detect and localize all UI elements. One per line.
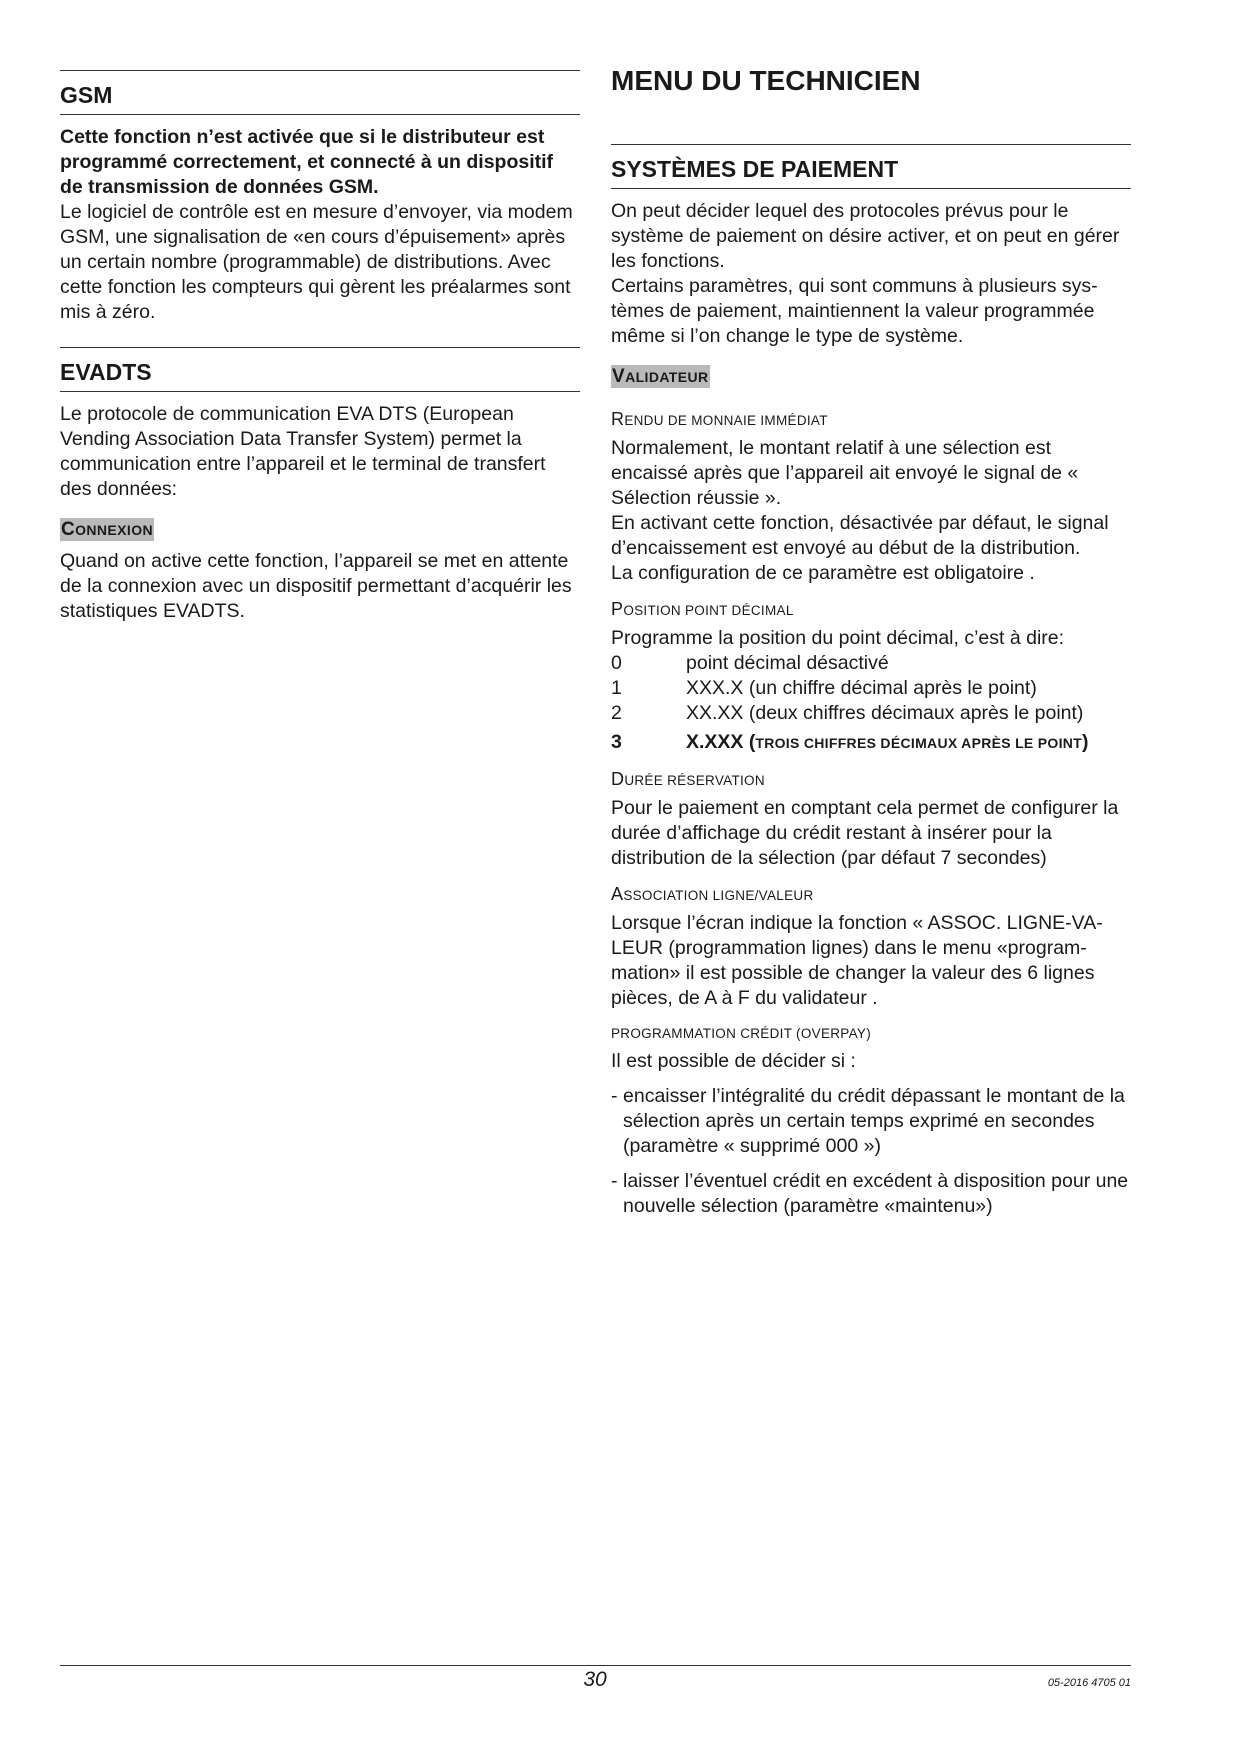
position-item-3 bbox=[611, 730, 1131, 756]
evadts-body: Le protocole de communication EVA DTS (European Vending Association Data Transfer System) permet la communication entre l’appareil et le terminal de transfert des données: bbox=[60, 403, 546, 500]
connexion-body: Quand on active cette fonction, l’appareil se met en attente de la connexion avec un dispositif permettant d’acquérir les statistiques EVADTS. bbox=[60, 550, 572, 622]
position-item bbox=[611, 701, 1131, 726]
position-item-num: 1 bbox=[611, 677, 622, 699]
footer-rule bbox=[60, 1665, 1131, 1666]
validateur-label-rest: ALIDATEUR bbox=[625, 369, 709, 385]
evadts-section bbox=[60, 347, 580, 624]
position-item-text: XX.XX (deux chiffres décimaux après le point) bbox=[686, 702, 1084, 724]
connexion-label-cap: C bbox=[61, 519, 76, 540]
position-item-num: 2 bbox=[611, 702, 622, 724]
dash-mark: - bbox=[611, 1170, 618, 1192]
overpay-intro: Il est possible de décider si : bbox=[611, 1050, 856, 1072]
position-item-3-text bbox=[686, 730, 1089, 756]
validateur-label bbox=[611, 365, 710, 388]
position-label bbox=[611, 600, 1131, 620]
position-item-3-sc: TROIS CHIFFRES DÉCIMAUX APRÈS LE POINT bbox=[755, 735, 1083, 751]
position-item bbox=[611, 651, 1131, 676]
position-item-text: point décimal désactivé bbox=[686, 652, 889, 674]
evadts-heading: EVADTS bbox=[60, 347, 580, 392]
connexion-label bbox=[60, 518, 154, 541]
systemes-p2: Certains paramètres, qui sont communs à plusieurs systèmes de paiement, maintiennent la valeur programmée même si l’on change le type de système. bbox=[611, 275, 1098, 347]
systemes-heading: SYSTÈMES DE PAIEMENT bbox=[611, 144, 1131, 189]
overpay-bullet-text: encaisser l’intégralité du crédit dépassant le montant de la sélection après un certain temps exprimé en secondes (paramètre « supprimé 000 ») bbox=[623, 1085, 1125, 1157]
position-item-3-num: 3 bbox=[611, 731, 622, 753]
association-label-cap: A bbox=[611, 884, 624, 904]
rendu-p2: En activant cette fonction, désactivée par défaut, le signal d’encaissement est envoyé au début de la distribution. bbox=[611, 512, 1109, 559]
systemes-section bbox=[611, 144, 1131, 349]
connexion-label-rest: ONNEXION bbox=[75, 522, 154, 538]
overpay-bullet bbox=[611, 1169, 1131, 1219]
rendu-p1: Normalement, le montant relatif à une sélection est encaissé après que l’appareil ait envoyé le signal de « Sélection réussie ». bbox=[611, 437, 1079, 509]
rendu-label bbox=[611, 410, 1131, 430]
right-column bbox=[611, 65, 1131, 1219]
duree-label-cap: D bbox=[611, 769, 625, 789]
systemes-p1: On peut décider lequel des protocoles prévus pour le système de paiement on désire activer, et on peut en gérer les fonctions. bbox=[611, 200, 1120, 272]
dash-mark: - bbox=[611, 1085, 618, 1107]
position-label-rest: OSITION POINT DÉCIMAL bbox=[623, 603, 794, 618]
association-body: Lorsque l’écran indique la fonction « ASSOC. LIGNE-VALEUR (programmation lignes) dans le menu «programmation» il est possible de changer la valeur des 6 lignes pièces, de A à F du validateur . bbox=[611, 912, 1103, 1009]
association-label-rest: SSOCIATION LIGNE/VALEUR bbox=[623, 888, 814, 903]
overpay-bullet bbox=[611, 1084, 1131, 1159]
rendu-p3: La configuration de ce paramètre est obligatoire . bbox=[611, 562, 1035, 584]
duree-body: Pour le paiement en comptant cela permet de configurer la durée d’affichage du crédit restant à insérer pour la distribution de la sélection (par défaut 7 secondes) bbox=[611, 797, 1119, 869]
position-item-text: XXX.X (un chiffre décimal après le point) bbox=[686, 677, 1037, 699]
left-column bbox=[60, 70, 580, 624]
position-item-3-code: X.XXX ( bbox=[686, 731, 756, 753]
document-code: 05-2016 4705 01 bbox=[1047, 1677, 1131, 1689]
validateur-label-cap: V bbox=[612, 366, 626, 387]
page-number: 30 bbox=[583, 1668, 607, 1691]
overpay-bullet-text: laisser l’éventuel crédit en excédent à disposition pour une nouvelle sélection (paramètre «maintenu») bbox=[623, 1170, 1129, 1217]
overpay-label: PROGRAMMATION CRÉDIT (OVERPAY) bbox=[611, 1026, 872, 1041]
position-item-3-close: ) bbox=[1082, 731, 1089, 753]
position-item-num: 0 bbox=[611, 652, 622, 674]
position-label-cap: P bbox=[611, 599, 624, 619]
gsm-body: Le logiciel de contrôle est en mesure d’envoyer, via modem GSM, une signalisation de «en cours d’épuisement» après un certain nombre (programmable) de distributions. Avec cette fonction les compteurs qui gèrent les préalarmes sont mis à zéro. bbox=[60, 201, 573, 323]
position-intro: Programme la position du point décimal, c’est à dire: bbox=[611, 627, 1065, 649]
duree-label bbox=[611, 770, 1131, 790]
gsm-bold-intro: Cette fonction n’est activée que si le distributeur est programmé correctement, et connecté à un dispositif de transmission de données GSM. bbox=[60, 126, 554, 198]
rendu-label-rest: ENDU DE MONNAIE IMMÉDIAT bbox=[624, 413, 828, 428]
gsm-heading: GSM bbox=[60, 70, 580, 115]
association-label bbox=[611, 885, 1131, 905]
rendu-label-cap: R bbox=[611, 409, 625, 429]
position-item bbox=[611, 676, 1131, 701]
duree-label-rest: URÉE RÉSERVATION bbox=[624, 773, 765, 788]
menu-title: MENU DU TECHNICIEN bbox=[611, 65, 921, 96]
gsm-section bbox=[60, 70, 580, 325]
validateur-section bbox=[611, 349, 1131, 1219]
